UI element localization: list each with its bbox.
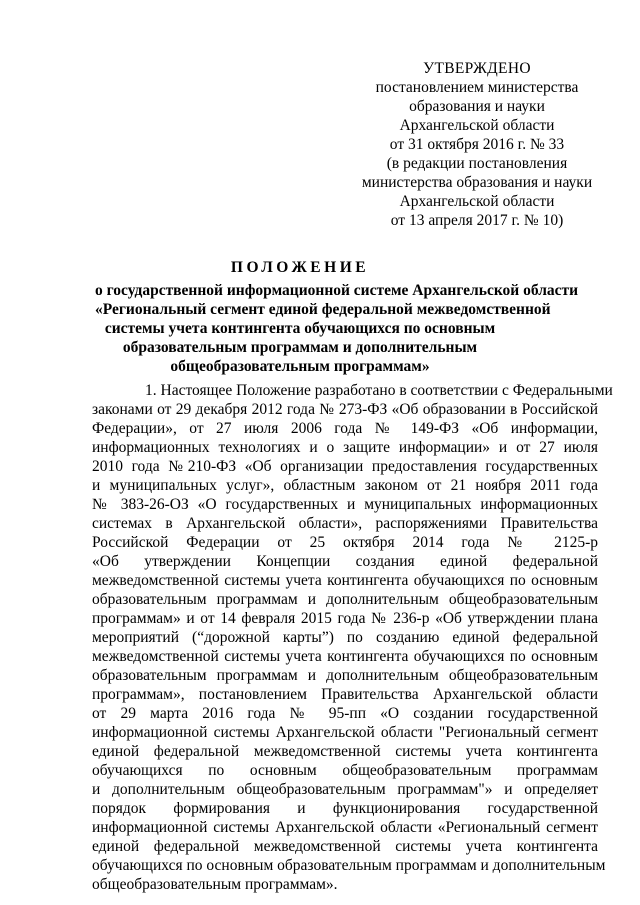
paragraph-line: и дополнительным общеобразовательным программам"» и определяет [92,781,598,798]
paragraph-line: Федерации», от 27 июля 2006 года № 149-ФЗ «Об информации, [92,420,598,437]
approval-line: Архангельской области [399,117,555,134]
paragraph-line: Российской Федерации от 25 октября 2014 года № 2125-р [92,534,598,551]
title-subline: общеобразовательным программам» [170,358,430,375]
paragraph-line: программам» и от 14 февраля 2015 года № 236-р «Об утверждении плана [92,610,598,627]
paragraph-line: информационных технологиях и о защите информации» и от 27 июля [92,439,598,456]
approval-line: (в редакции постановления [386,155,568,172]
paragraph-line: законами от 29 декабря 2012 года № 273-ФЗ «Об образовании в Российской [92,401,598,418]
paragraph-line: № 383-26-ОЗ «О государственных и муниципальных информационных [92,496,598,513]
approval-block [352,59,602,230]
title-subline: «Региональный сегмент единой федеральной межведомственной [95,301,551,318]
paragraph-line: 1. Настоящее Положение разработано в соответствии с Федеральными [145,382,613,399]
paragraph-line: «Об утверждении Концепции создания единой федеральной [92,553,598,570]
paragraph-line: 2010 года №210-ФЗ «Об организации предоставления государственных [92,458,598,475]
paragraph-line: порядок формирования и функционирования государственной [92,800,598,817]
paragraph-line: единой федеральной межведомственной системы учета контингента [92,743,598,760]
paragraph-line: программам», постановлением Правительства Архангельской области [92,686,598,703]
title-subline: образовательным программам и дополнительным [122,339,478,356]
paragraph-line: обучающихся по основным общеобразовательным программам [92,762,598,779]
approval-line: Архангельской области [399,193,555,210]
paragraph-line: информационной системы Архангельской области «Региональный сегмент [92,819,598,836]
paragraph-line: образовательным программам и дополнительным общеобразовательным [92,591,598,608]
approval-line: от 31 октября 2016 г. № 33 [389,136,565,153]
document-title [95,258,579,376]
approval-heading: УТВЕРЖДЕНО [423,60,531,77]
approval-line: министерства образования и науки [361,174,593,191]
approval-line: постановлением министерства [375,79,579,96]
paragraph-line: образовательным программам и дополнительным общеобразовательным [92,667,598,684]
paragraph-line: информационной системы Архангельской области "Региональный сегмент [92,724,598,741]
paragraph-line: межведомственной системы учета контингента обучающихся по основным [92,572,598,589]
paragraph-line: обучающихся по основным образовательным программам и дополнительным [92,857,606,874]
paragraph-line: единой федеральной межведомственной системы учета контингента [92,838,598,855]
approval-line: образования и науки [409,98,545,115]
title-subline: о государственной информационной системе Архангельской области [95,282,579,299]
paragraph-1 [92,381,613,894]
paragraph-line: системах в Архангельской области», распоряжениями Правительства [92,515,598,532]
approval-line: от 13 апреля 2017 г. № 10) [390,212,564,229]
paragraph-line: межведомственной системы учета контингента обучающихся по основным [92,648,598,665]
title-subline: системы учета контингента обучающихся по основным [104,320,496,337]
paragraph-line: от 29 марта 2016 года № 95-пп «О создании государственной [92,705,598,722]
paragraph-line: мероприятий (“дорожной карты”) по созданию единой федеральной [92,629,598,646]
title-heading: ПОЛОЖЕНИЕ [230,259,370,276]
paragraph-line: общеобразовательным программам». [92,876,338,893]
paragraph-line: и муниципальных услуг», областным законом от 21 ноября 2011 года [92,477,598,494]
